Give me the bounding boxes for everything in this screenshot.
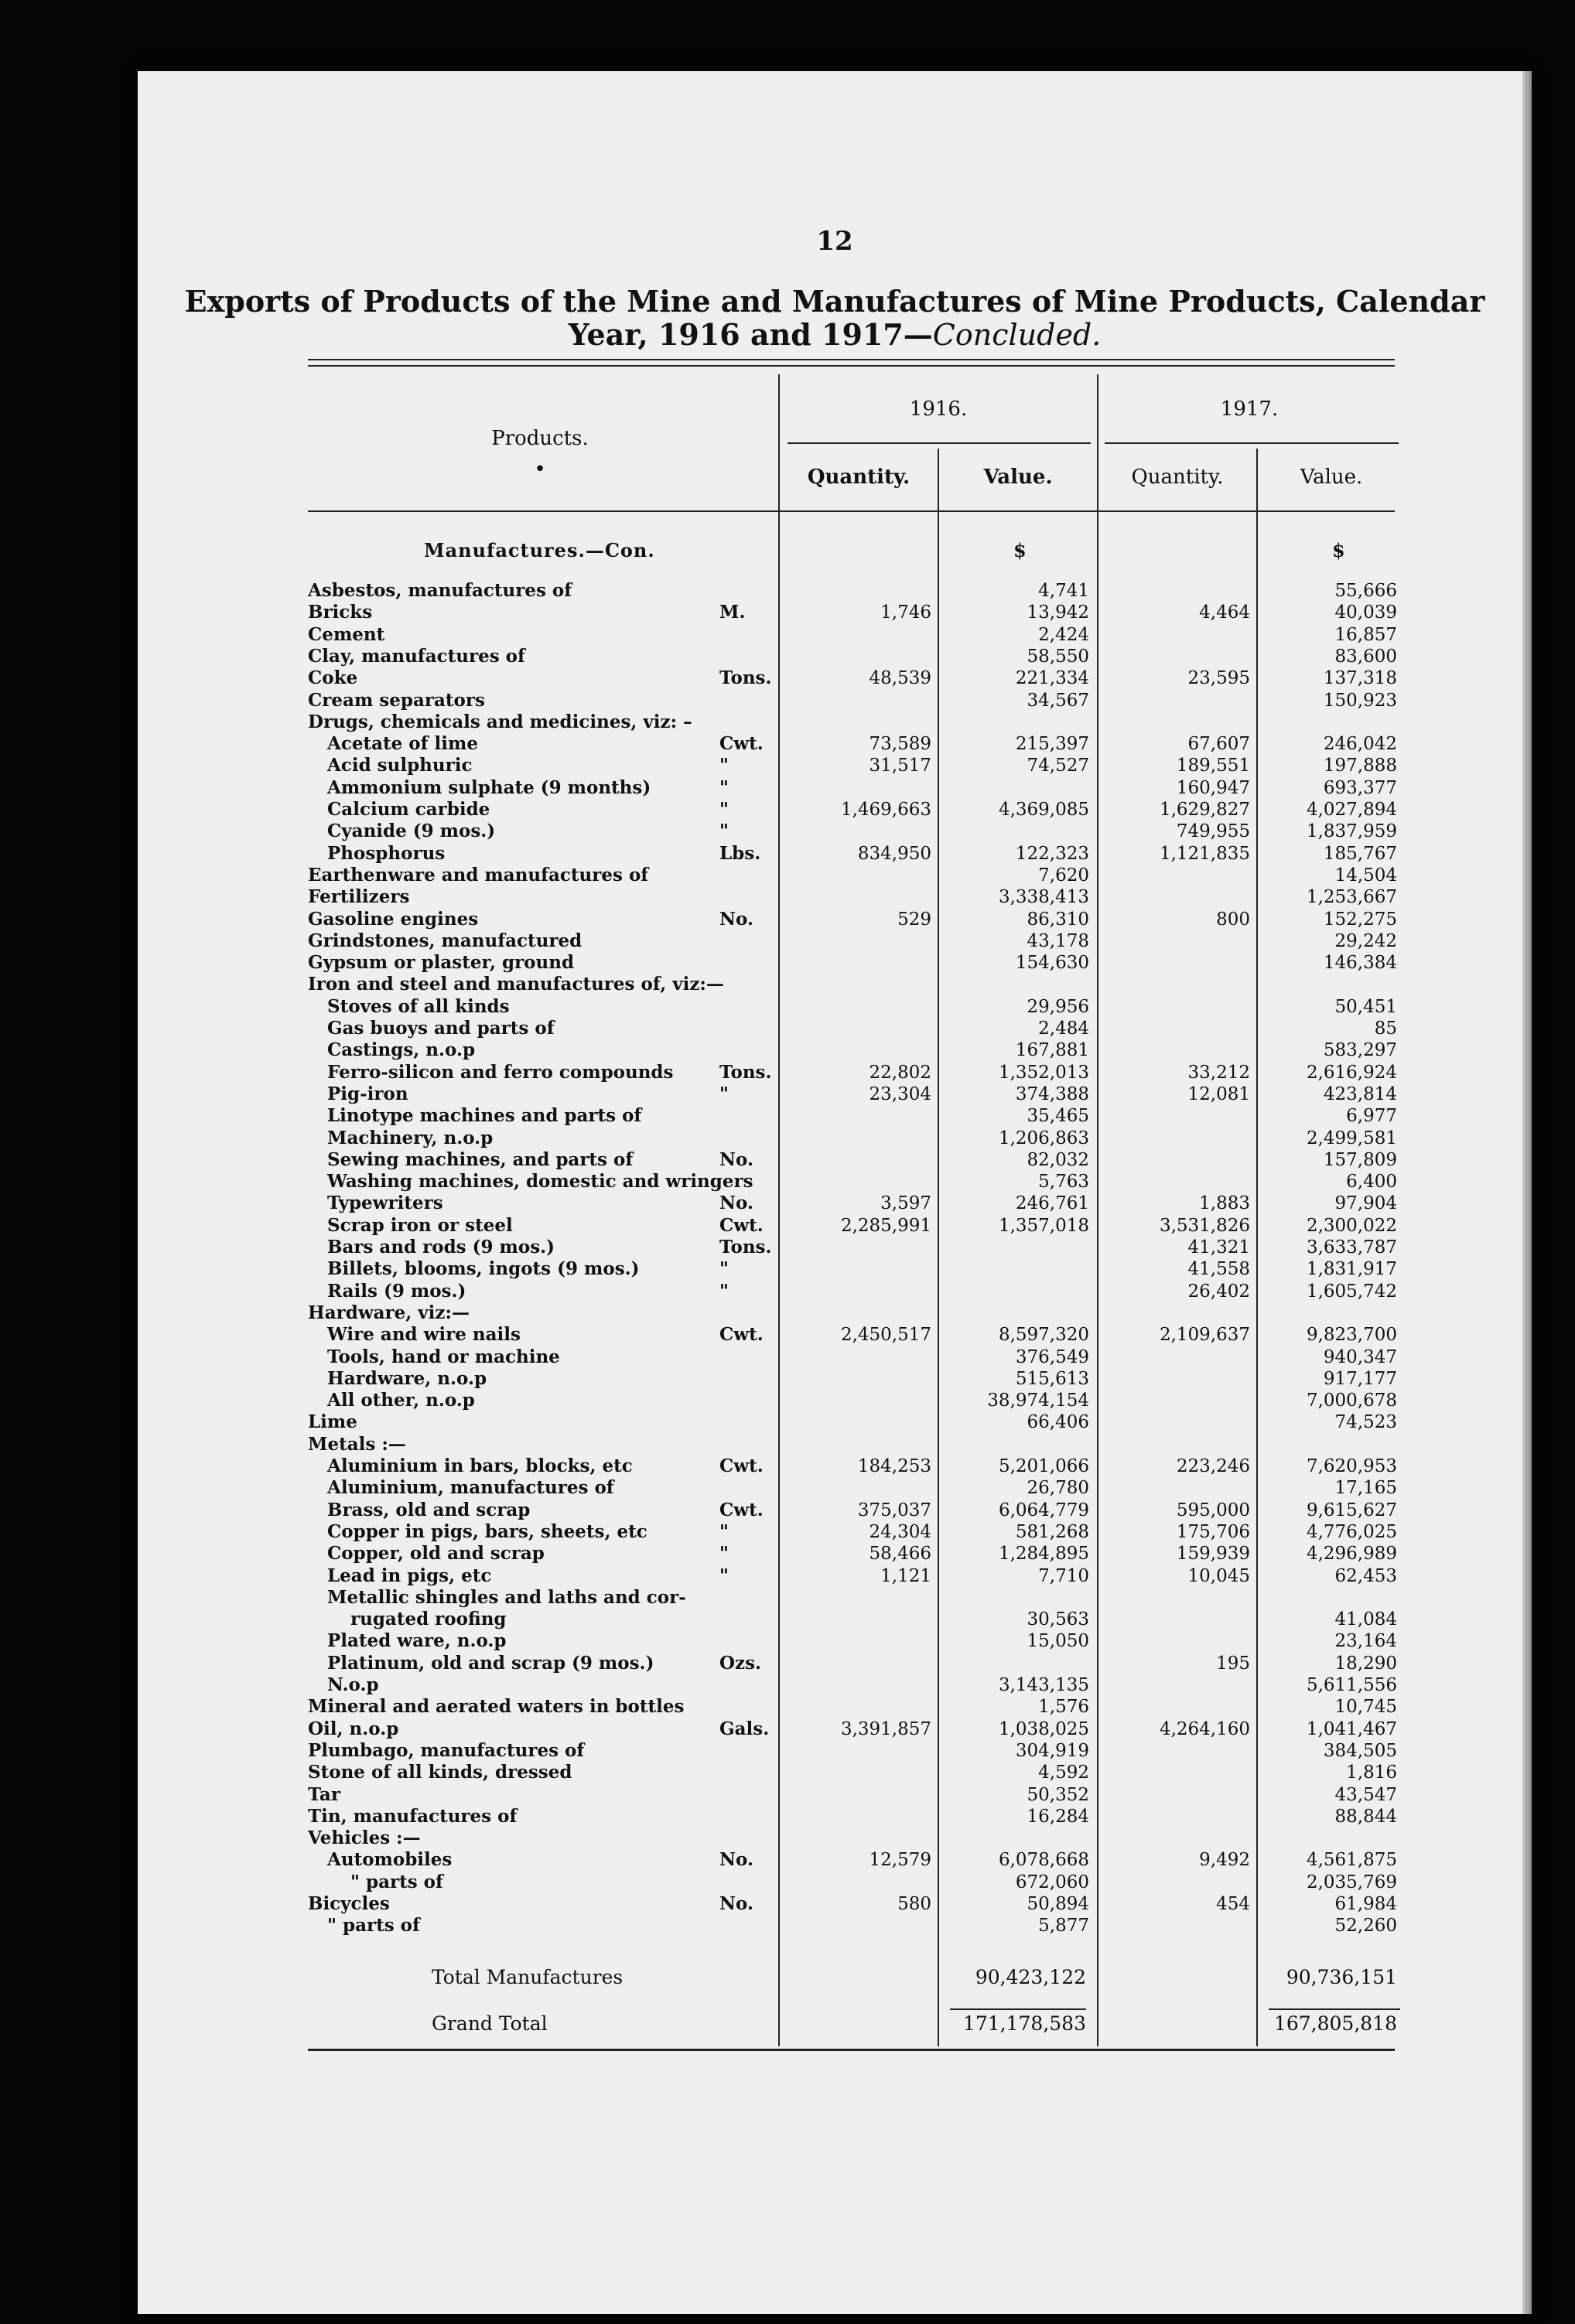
grand-total-1916: 171,178,583 [962, 2012, 1086, 2035]
page-edge [1522, 71, 1532, 2314]
row-label: Aluminium, manufactures of [327, 1477, 614, 1499]
row-label: Clay, manufactures of [308, 645, 525, 667]
cell-q1916: 23,304 [869, 1084, 931, 1104]
row-label: Bicycles [308, 1893, 390, 1914]
cell-v1917: 43,547 [1334, 1784, 1397, 1805]
row-label: Phosphorus [327, 842, 446, 864]
row-label: Tin, manufactures of [308, 1805, 518, 1827]
cell-v1916: 6,064,779 [998, 1500, 1089, 1520]
cell-v1917: 152,275 [1323, 909, 1397, 930]
cell-v1916: 8,597,320 [998, 1325, 1089, 1346]
cell-v1917: 1,816 [1346, 1763, 1397, 1783]
cell-v1916: 374,388 [1015, 1084, 1089, 1104]
cell-v1917: 4,296,989 [1306, 1544, 1397, 1565]
cell-v1916: 5,877 [1038, 1916, 1089, 1937]
year-underline-1916 [788, 442, 1091, 444]
row-unit: " [719, 1543, 729, 1565]
cell-q1917: 195 [1216, 1653, 1250, 1674]
cell-v1917: 693,377 [1323, 777, 1397, 798]
cell-v1917: 1,831,917 [1306, 1259, 1397, 1280]
row-label: Acid sulphuric [327, 755, 473, 776]
cell-v1916: 167,881 [1015, 1040, 1089, 1061]
cell-q1917: 4,264,160 [1159, 1718, 1250, 1739]
row-label: Machinery, n.o.p [327, 1127, 494, 1148]
cell-q1916: 3,597 [880, 1193, 931, 1214]
bottom-rule [308, 2049, 1395, 2051]
cell-v1916: 35,465 [1027, 1106, 1089, 1127]
cell-v1916: 376,549 [1015, 1346, 1089, 1367]
cell-q1916: 2,450,517 [840, 1325, 931, 1346]
row-unit: Cwt. [719, 1499, 764, 1520]
row-label: Ferro-silicon and ferro compounds [327, 1061, 674, 1083]
cell-v1916: 74,527 [1027, 756, 1089, 776]
cell-v1916: 38,974,154 [987, 1391, 1089, 1411]
cell-v1916: 34,567 [1027, 690, 1089, 711]
title-year: Year, 1916 and 1917— [568, 317, 933, 352]
cell-q1917: 454 [1216, 1894, 1250, 1914]
row-unit: Tons. [719, 1237, 772, 1258]
row-unit: " [719, 755, 729, 776]
page-number: 12 [816, 226, 853, 257]
row-unit: No. [719, 1148, 753, 1170]
row-label: Ammonium sulphate (9 months) [327, 776, 651, 798]
row-unit: Cwt. [719, 1455, 764, 1476]
row-unit: " [719, 1520, 729, 1542]
cell-v1917: 97,904 [1334, 1193, 1397, 1214]
row-label: Gas buoys and parts of [327, 1018, 555, 1039]
cell-q1916: 375,037 [857, 1500, 931, 1520]
cell-v1917: 1,041,467 [1306, 1718, 1397, 1739]
cell-v1917: 74,523 [1334, 1412, 1397, 1433]
cell-v1917: 17,165 [1334, 1478, 1397, 1499]
cell-v1917: 50,451 [1334, 996, 1397, 1017]
cell-q1916: 22,802 [869, 1062, 931, 1083]
row-label: Gasoline engines [308, 908, 479, 930]
cell-v1916: 86,310 [1027, 909, 1089, 930]
totals-rule-1917 [1269, 2008, 1400, 2010]
row-label: Copper in pigs, bars, sheets, etc [327, 1520, 647, 1542]
row-unit: " [719, 1565, 729, 1586]
total-manufactures-label: Total Manufactures [432, 1966, 624, 1988]
cell-v1916: 1,206,863 [998, 1128, 1089, 1148]
title-concluded: Concluded. [932, 318, 1102, 352]
currency-1917: $ [1332, 539, 1345, 561]
row-label: Gypsum or plaster, ground [308, 952, 575, 974]
cell-v1917: 9,615,627 [1306, 1500, 1397, 1520]
row-label: Coke [308, 667, 358, 689]
cell-v1917: 16,857 [1334, 624, 1397, 645]
row-label: Washing machines, domestic and wringers [327, 1171, 753, 1193]
cell-q1917: 223,246 [1176, 1456, 1250, 1476]
cell-v1916: 4,369,085 [998, 800, 1089, 820]
cell-v1917: 7,620,953 [1306, 1456, 1397, 1476]
row-label: Tools, hand or machine [327, 1346, 560, 1367]
cell-v1917: 61,984 [1334, 1894, 1397, 1914]
cell-v1917: 6,977 [1346, 1106, 1397, 1127]
header-products: Products. [491, 427, 589, 450]
row-label: Cyanide (9 mos.) [327, 821, 496, 842]
row-label: Asbestos, manufactures of [308, 580, 572, 601]
cell-v1916: 215,397 [1015, 734, 1089, 755]
header-products-mark: • [534, 458, 546, 481]
row-label: Bricks [308, 602, 373, 623]
cell-v1917: 940,347 [1323, 1346, 1397, 1367]
row-label: Metals :— [308, 1433, 406, 1455]
cell-v1917: 10,745 [1334, 1697, 1397, 1718]
cell-v1917: 52,260 [1334, 1916, 1397, 1937]
cell-q1917: 3,531,826 [1159, 1215, 1250, 1236]
header-quantity-1916: Quantity. [807, 466, 910, 489]
row-unit: " [719, 799, 729, 820]
row-label: Hardware, n.o.p [327, 1367, 487, 1389]
cell-q1916: 1,469,663 [840, 800, 931, 820]
cell-v1916: 50,894 [1027, 1894, 1089, 1914]
cell-q1917: 189,551 [1176, 756, 1250, 776]
col-divider-2 [938, 449, 939, 2046]
row-label: Copper, old and scrap [327, 1543, 545, 1565]
row-unit: " [719, 821, 729, 842]
row-label: Acetate of lime [327, 733, 478, 755]
cell-v1917: 40,039 [1334, 602, 1397, 623]
cell-q1917: 33,212 [1187, 1062, 1250, 1083]
row-label: Scrap iron or steel [327, 1214, 513, 1236]
cell-v1917: 83,600 [1334, 646, 1397, 667]
row-label: Stone of all kinds, dressed [308, 1762, 572, 1783]
cell-v1916: 66,406 [1027, 1412, 1089, 1433]
cell-v1917: 1,605,742 [1306, 1281, 1397, 1302]
row-label: Metallic shingles and laths and cor- [327, 1586, 686, 1608]
row-label: Plumbago, manufactures of [308, 1739, 585, 1761]
cell-v1917: 18,290 [1334, 1653, 1397, 1674]
cell-v1916: 154,630 [1015, 953, 1089, 974]
cell-v1916: 82,032 [1027, 1149, 1089, 1170]
cell-q1917: 10,045 [1187, 1565, 1250, 1586]
row-unit: " [719, 1083, 729, 1104]
cell-v1917: 2,499,581 [1306, 1128, 1397, 1148]
row-label: N.o.p [327, 1674, 379, 1695]
row-unit: Tons. [719, 667, 772, 689]
cell-q1917: 9,492 [1199, 1850, 1250, 1871]
cell-q1916: 73,589 [869, 734, 931, 755]
cell-q1916: 580 [897, 1894, 931, 1914]
cell-q1917: 595,000 [1176, 1500, 1250, 1520]
cell-v1916: 43,178 [1027, 930, 1089, 951]
cell-v1917: 7,000,678 [1306, 1391, 1397, 1411]
cell-v1917: 23,164 [1334, 1631, 1397, 1652]
row-label: " parts of [327, 1915, 420, 1937]
row-label: Iron and steel and manufactures of, viz:— [308, 974, 724, 995]
cell-v1916: 1,352,013 [998, 1062, 1089, 1083]
row-unit: " [719, 776, 729, 798]
row-label: Earthenware and manufactures of [308, 864, 649, 886]
cell-v1916: 122,323 [1015, 843, 1089, 864]
cell-v1916: 50,352 [1027, 1784, 1089, 1805]
cell-v1917: 9,823,700 [1306, 1325, 1397, 1346]
cell-v1916: 1,357,018 [998, 1215, 1089, 1236]
row-label: Platinum, old and scrap (9 mos.) [327, 1652, 654, 1674]
cell-v1916: 29,956 [1027, 996, 1089, 1017]
cell-v1916: 672,060 [1015, 1872, 1089, 1892]
cell-q1917: 175,706 [1176, 1521, 1250, 1542]
cell-v1917: 88,844 [1334, 1806, 1397, 1827]
cell-v1916: 4,741 [1038, 581, 1089, 601]
cell-v1917: 157,809 [1323, 1149, 1397, 1170]
cell-v1916: 515,613 [1015, 1368, 1089, 1389]
row-label: Rails (9 mos.) [327, 1280, 466, 1302]
cell-v1917: 4,776,025 [1306, 1521, 1397, 1542]
cell-v1916: 5,201,066 [998, 1456, 1089, 1476]
cell-v1917: 55,666 [1334, 581, 1397, 601]
cell-q1917: 41,558 [1187, 1259, 1250, 1280]
grand-total-label: Grand Total [432, 2012, 548, 2035]
cell-v1917: 41,084 [1334, 1609, 1397, 1630]
row-label: Cement [308, 623, 385, 645]
cell-v1917: 146,384 [1323, 953, 1397, 974]
row-label: Linotype machines and parts of [327, 1105, 642, 1127]
cell-v1916: 58,550 [1027, 646, 1089, 667]
header-year-1916: 1916. [909, 398, 968, 421]
cell-q1917: 1,883 [1199, 1193, 1250, 1214]
top-rule-1 [308, 359, 1395, 360]
title-line-2 [138, 317, 1532, 352]
cell-v1916: 6,078,668 [998, 1850, 1089, 1871]
cell-v1917: 4,027,894 [1306, 800, 1397, 820]
cell-q1916: 12,579 [869, 1850, 931, 1871]
cell-q1917: 1,121,835 [1159, 843, 1250, 864]
cell-q1917: 1,629,827 [1159, 800, 1250, 820]
cell-v1916: 1,576 [1038, 1697, 1089, 1718]
row-label: Cream separators [308, 689, 485, 711]
row-label: Grindstones, manufactured [308, 930, 583, 951]
row-unit: M. [719, 602, 746, 623]
row-unit: No. [719, 1893, 753, 1914]
cell-q1916: 3,391,857 [840, 1718, 931, 1739]
row-unit: Cwt. [719, 733, 764, 755]
cell-q1917: 800 [1216, 909, 1250, 930]
row-unit: Cwt. [719, 1214, 764, 1236]
row-label: Drugs, chemicals and medicines, viz: – [308, 711, 692, 732]
title-line-1: Exports of Products of the Mine and Manufactures of Mine Products, Calendar [184, 284, 1485, 319]
cell-q1917: 749,955 [1176, 821, 1250, 842]
cell-v1916: 3,338,413 [998, 887, 1089, 908]
cell-q1916: 1,121 [880, 1565, 931, 1586]
cell-v1917: 917,177 [1323, 1368, 1397, 1389]
row-unit: Cwt. [719, 1324, 764, 1346]
row-label: Calcium carbide [327, 799, 490, 820]
row-label: Oil, n.o.p [308, 1718, 399, 1739]
cell-v1916: 26,780 [1027, 1478, 1089, 1499]
cell-v1917: 1,253,667 [1306, 887, 1397, 908]
cell-q1916: 529 [897, 909, 931, 930]
row-label: Lead in pigs, etc [327, 1565, 492, 1586]
cell-q1917: 41,321 [1187, 1237, 1250, 1258]
row-label: Stoves of all kinds [327, 995, 510, 1017]
cell-v1916: 221,334 [1015, 668, 1089, 689]
cell-v1917: 137,318 [1323, 668, 1397, 689]
header-bottom-rule [308, 510, 1395, 512]
row-label: Sewing machines, and parts of [327, 1148, 634, 1170]
total-manufactures-1917: 90,736,151 [1286, 1966, 1397, 1988]
cell-v1917: 62,453 [1334, 1565, 1397, 1586]
cell-q1917: 159,939 [1176, 1544, 1250, 1565]
cell-q1917: 160,947 [1176, 777, 1250, 798]
row-label: Vehicles :— [308, 1827, 421, 1849]
cell-v1917: 2,616,924 [1306, 1062, 1397, 1083]
cell-v1917: 2,035,769 [1306, 1872, 1397, 1892]
cell-v1916: 5,763 [1038, 1172, 1089, 1193]
row-label: Hardware, viz:— [308, 1302, 470, 1323]
row-label: Tar [308, 1783, 340, 1805]
grand-total-1917: 167,805,818 [1273, 2012, 1397, 2035]
cell-q1916: 24,304 [869, 1521, 931, 1542]
cell-v1916: 581,268 [1015, 1521, 1089, 1542]
cell-v1916: 30,563 [1027, 1609, 1089, 1630]
cell-v1916: 13,942 [1027, 602, 1089, 623]
row-label: Lime [308, 1411, 357, 1433]
row-label: Castings, n.o.p [327, 1039, 476, 1061]
cell-v1917: 4,561,875 [1306, 1850, 1397, 1871]
row-label: Aluminium in bars, blocks, etc [327, 1455, 633, 1476]
cell-v1916: 16,284 [1027, 1806, 1089, 1827]
col-divider-4 [1256, 449, 1258, 2046]
cell-v1917: 185,767 [1323, 843, 1397, 864]
row-unit: Ozs. [719, 1652, 762, 1674]
col-divider-1 [778, 374, 780, 2046]
cell-v1917: 2,300,022 [1306, 1215, 1397, 1236]
cell-v1916: 3,143,135 [998, 1675, 1089, 1695]
row-unit: Lbs. [719, 842, 761, 864]
header-quantity-1917: Quantity. [1131, 466, 1224, 489]
row-unit: Tons. [719, 1061, 772, 1083]
cell-q1916: 1,746 [880, 602, 931, 623]
cell-q1916: 31,517 [869, 756, 931, 776]
row-label: Mineral and aerated waters in bottles [308, 1696, 685, 1718]
section-label: Manufactures.—Con. [424, 539, 655, 561]
row-unit: " [719, 1258, 729, 1280]
cell-v1917: 29,242 [1334, 930, 1397, 951]
year-underline-1917 [1105, 442, 1399, 444]
cell-q1917: 12,081 [1187, 1084, 1250, 1104]
cell-v1917: 14,504 [1334, 865, 1397, 886]
cell-v1917: 85 [1374, 1019, 1397, 1039]
totals-rule-1916 [950, 2008, 1086, 2010]
cell-q1917: 4,464 [1199, 602, 1250, 623]
row-label: Plated ware, n.o.p [327, 1630, 507, 1652]
row-label: " parts of [350, 1871, 443, 1892]
header-value-1917: Value. [1300, 466, 1363, 489]
cell-v1916: 7,620 [1038, 865, 1089, 886]
cell-v1916: 7,710 [1038, 1565, 1089, 1586]
cell-q1917: 67,607 [1187, 734, 1250, 755]
cell-q1916: 48,539 [869, 668, 931, 689]
row-label: All other, n.o.p [327, 1390, 475, 1411]
cell-v1917: 5,611,556 [1306, 1675, 1397, 1695]
header-value-1916: Value. [983, 466, 1053, 489]
cell-v1916: 1,038,025 [998, 1718, 1089, 1739]
cell-v1917: 246,042 [1323, 734, 1397, 755]
cell-v1916: 4,592 [1038, 1763, 1089, 1783]
row-label: Fertilizers [308, 886, 410, 908]
cell-v1917: 1,837,959 [1306, 821, 1397, 842]
cell-q1916: 2,285,991 [840, 1215, 931, 1236]
cell-q1917: 26,402 [1187, 1281, 1250, 1302]
cell-v1917: 6,400 [1346, 1172, 1397, 1193]
row-label: Wire and wire nails [327, 1324, 521, 1346]
row-label: Billets, blooms, ingots (9 mos.) [327, 1258, 640, 1280]
row-unit: " [719, 1280, 729, 1302]
cell-v1916: 1,284,895 [998, 1544, 1089, 1565]
cell-v1917: 423,814 [1323, 1084, 1397, 1104]
top-rule-2 [308, 365, 1395, 367]
cell-q1917: 2,109,637 [1159, 1325, 1250, 1346]
cell-q1916: 834,950 [857, 843, 931, 864]
cell-v1917: 197,888 [1323, 756, 1397, 776]
currency-1916: $ [1013, 539, 1027, 561]
row-label: Typewriters [327, 1193, 443, 1214]
row-label: Brass, old and scrap [327, 1499, 531, 1520]
cell-v1917: 583,297 [1323, 1040, 1397, 1061]
cell-v1916: 2,484 [1038, 1019, 1089, 1039]
cell-v1916: 246,761 [1015, 1193, 1089, 1214]
row-unit: No. [719, 1849, 753, 1871]
row-label: Pig-iron [327, 1083, 408, 1104]
cell-q1916: 58,466 [869, 1544, 931, 1565]
cell-v1917: 150,923 [1323, 690, 1397, 711]
row-unit: No. [719, 1193, 753, 1214]
row-label: Bars and rods (9 mos.) [327, 1237, 555, 1258]
col-divider-3 [1097, 374, 1098, 2046]
row-unit: Gals. [719, 1718, 770, 1739]
row-label: Automobiles [327, 1849, 453, 1871]
row-unit: No. [719, 908, 753, 930]
cell-v1917: 3,633,787 [1306, 1237, 1397, 1258]
header-year-1917: 1917. [1220, 398, 1279, 421]
cell-v1916: 15,050 [1027, 1631, 1089, 1652]
cell-v1916: 2,424 [1038, 624, 1089, 645]
total-manufactures-1916: 90,423,122 [975, 1966, 1086, 1988]
document-page [138, 71, 1532, 2314]
cell-q1916: 184,253 [857, 1456, 931, 1476]
cell-v1916: 304,919 [1015, 1740, 1089, 1761]
cell-q1917: 23,595 [1187, 668, 1250, 689]
row-label: rugated roofing [350, 1609, 507, 1630]
cell-v1917: 384,505 [1323, 1740, 1397, 1761]
